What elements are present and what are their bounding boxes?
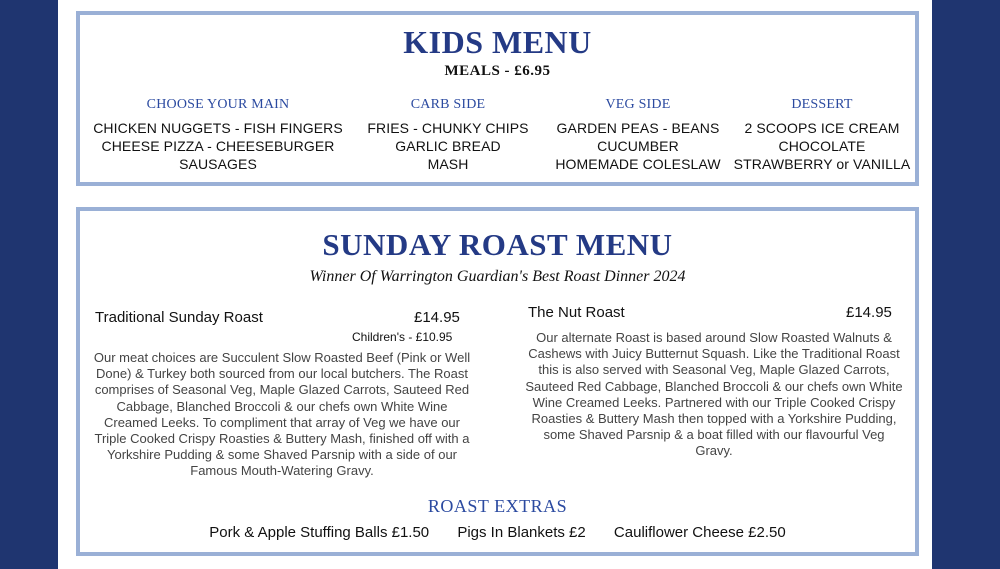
kids-column-dessert: [732, 97, 912, 173]
sunday-roast-panel: [76, 207, 919, 556]
nut-roast-description: Our alternate Roast is based around Slow Roasted Walnuts & Cashews with Juicy Butternut Squash. Like the Traditional Roast this is also served with Seasonal Veg, Maple Glazed Carrots, Sauteed Red Cabbage, Blanched Broccoli & our chefs own White Wine Creamed Leeks. Partnered with our Triple Cooked Crispy Roasties & Buttery Mash then topped with a Yorkshire Pudding, some Shaved Parsnip & a boat filled with our flavourful Veg Gravy.: [525, 330, 903, 459]
menu-line: FRIES - CHUNKY CHIPS: [367, 120, 529, 136]
menu-line: CHOCOLATE: [778, 138, 866, 154]
extra-item: Pigs In Blankets £2: [457, 524, 586, 541]
menu-line: HOMEMADE COLESLAW: [555, 156, 721, 172]
menu-sheet: [58, 0, 932, 569]
children-price: Children's - £10.95: [352, 330, 453, 344]
kids-column-veg: [545, 97, 731, 173]
menu-line: CUCUMBER: [597, 138, 679, 154]
column-heading: CARB SIDE: [410, 97, 486, 112]
nut-roast-name: The Nut Roast: [528, 304, 625, 321]
menu-line: SAUSAGES: [179, 156, 257, 172]
roast-menu-title: SUNDAY ROAST MENU: [322, 227, 673, 262]
kids-column-main: [88, 97, 348, 173]
column-heading: VEG SIDE: [605, 97, 671, 112]
menu-line: STRAWBERRY or VANILLA: [733, 156, 911, 172]
menu-line: CHEESE PIZZA - CHEESEBURGER: [101, 138, 335, 154]
kids-meals-price: MEALS - £6.95: [444, 63, 551, 79]
kids-menu-panel: [76, 11, 919, 186]
roast-extras-heading: ROAST EXTRAS: [427, 496, 568, 516]
traditional-roast-price: £14.95: [414, 309, 460, 326]
column-heading: CHOOSE YOUR MAIN: [146, 97, 290, 112]
traditional-roast-name: Traditional Sunday Roast: [95, 309, 263, 326]
menu-line: CHICKEN NUGGETS - FISH FINGERS: [93, 120, 343, 136]
traditional-roast-description: Our meat choices are Succulent Slow Roasted Beef (Pink or Well Done) & Turkey both sourced from our local butchers. The Roast comprises of Seasonal Veg, Maple Glazed Carrots, Sauteed Red Cabbage, Blanched Broccoli & our chefs own White Wine Creamed Leeks. To compliment that array of Veg we have our Triple Cooked Crispy Roasties & Buttery Mash, finished off with a Yorkshire Pudding & some Shaved Parsnip with a side of our Famous Mouth-Watering Gravy.: [93, 350, 471, 479]
kids-menu-title: KIDS MENU: [403, 24, 592, 60]
menu-line: GARDEN PEAS - BEANS: [556, 120, 720, 136]
extra-item: Pork & Apple Stuffing Balls £1.50: [209, 524, 430, 541]
roast-award-subtitle: Winner Of Warrington Guardian's Best Roast Dinner 2024: [309, 268, 686, 285]
menu-line: GARLIC BREAD: [395, 138, 501, 154]
nut-roast-price: £14.95: [846, 304, 892, 321]
column-heading: DESSERT: [791, 97, 853, 112]
extra-item: Cauliflower Cheese £2.50: [613, 524, 786, 541]
menu-line: MASH: [427, 156, 469, 172]
menu-line: 2 SCOOPS ICE CREAM: [744, 120, 900, 136]
kids-column-carb: [358, 97, 538, 173]
roast-extras-list: [80, 524, 915, 541]
